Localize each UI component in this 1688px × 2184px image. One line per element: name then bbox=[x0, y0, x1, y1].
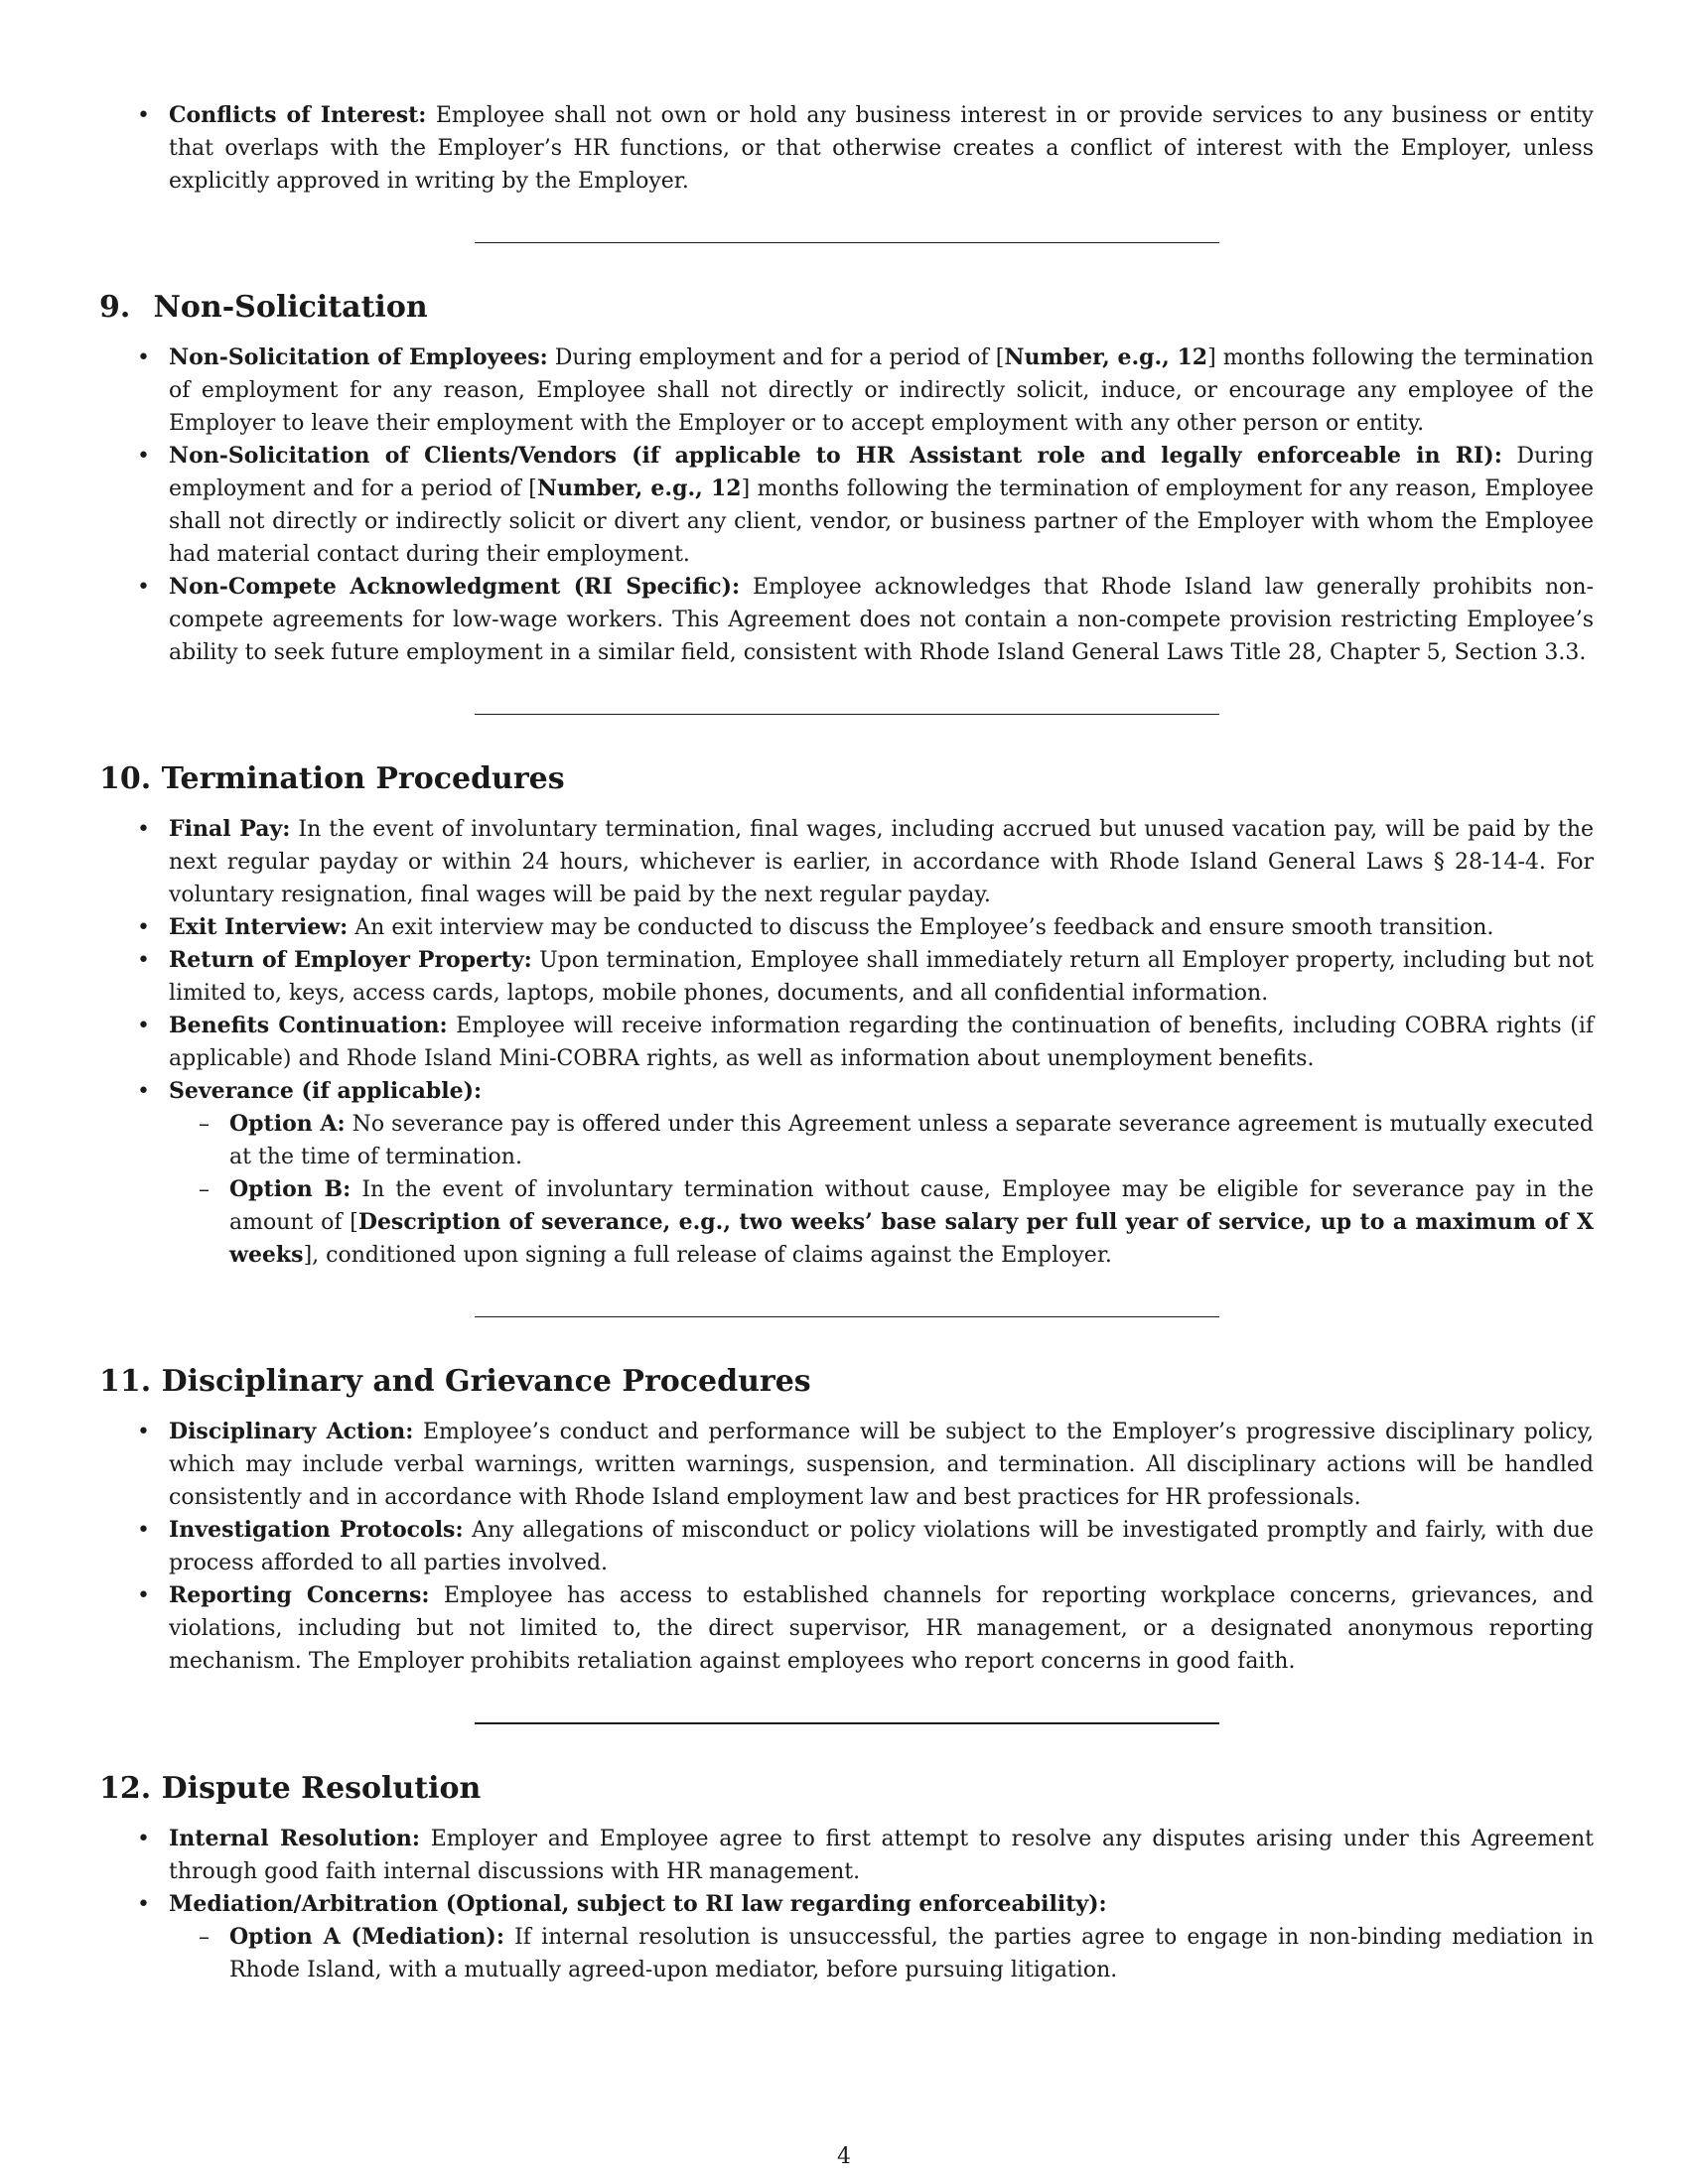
list-item-benefits bbox=[99, 1010, 1594, 1075]
section-9 bbox=[99, 288, 1594, 669]
item-text: No severance pay is offered under this Agreement unless a separate severance agreement is mutually executed at the time of termination. bbox=[229, 1112, 1595, 1169]
item-label: Non-Compete Acknowledgment (RI Specific): bbox=[169, 574, 741, 600]
item-text: Employee shall not own or hold any business interest in or provide services to any business or entity that overlaps with the Employer’s HR functions, or that otherwise creates a conflict of interest with the Employer, unless explicitly approved in writing by the Employer. bbox=[169, 103, 1594, 194]
placeholder-field: Description of severance, e.g., two weeks’ base salary per full year of service, up to a maximum of X weeks bbox=[229, 1209, 1595, 1268]
item-label: Return of Employer Property: bbox=[169, 947, 532, 973]
item-label: Benefits Continuation: bbox=[169, 1013, 448, 1038]
item-text: Employee’s conduct and performance will be subject to the Employer’s progressive disciplinary policy, which may include verbal warnings, written warnings, suspension, and termination. All disciplinary actions will be handled consistently and in accordance with Rhode Island employment law and best practices for HR professionals. bbox=[169, 1420, 1595, 1510]
item-label: Option A (Mediation): bbox=[229, 1924, 504, 1950]
section-heading bbox=[99, 759, 1594, 799]
item-label: Final Pay: bbox=[169, 816, 291, 842]
list-item-internal-resolution bbox=[99, 1823, 1594, 1888]
section-11 bbox=[99, 1362, 1594, 1678]
item-text: If internal resolution is unsuccessful, the parties agree to engage in non-binding mediation in Rhode Island, with a mutually agreed-upon mediator, before pursuing litigation. bbox=[229, 1925, 1594, 1982]
list-item-non-solicitation-clients bbox=[99, 440, 1594, 571]
placeholder-field: Number, e.g., 12 bbox=[1004, 344, 1208, 370]
conflicts-list bbox=[99, 99, 1594, 198]
item-label: Internal Resolution: bbox=[169, 1826, 421, 1851]
item-text: Employee will receive information regarding the continuation of benefits, including COBRA rights (if applicable) and Rhode Island Mini-COBRA rights, as well as information about unemployment benefits. bbox=[169, 1014, 1595, 1071]
item-text: Employee has access to established channels for reporting workplace concerns, grievances, and violations, including but not limited to, the direct supervisor, HR management, or a designated anonymous reporting mechanism. The Employer prohibits retaliation against employees who report concerns in good faith. bbox=[169, 1583, 1594, 1674]
bullet-list bbox=[99, 813, 1594, 1272]
section-heading bbox=[99, 1362, 1594, 1402]
item-text: During employment and for a period of [ bbox=[169, 444, 1594, 501]
section-title: Disciplinary and Grievance Procedures bbox=[161, 1364, 811, 1399]
section-number: 12. bbox=[99, 1771, 152, 1806]
item-text: ] months following the termination of employment for any reason, Employee shall not directly or indirectly solicit, induce, or encourage any employee of the Employer to leave their employment with the Employer or to accept employment with any other person or entity. bbox=[169, 345, 1594, 436]
section-title: Non-Solicitation bbox=[153, 290, 428, 325]
list-item-exit-interview bbox=[99, 911, 1594, 944]
section-title: Dispute Resolution bbox=[161, 1771, 482, 1806]
item-label: Exit Interview: bbox=[169, 914, 349, 940]
sub-list bbox=[169, 1921, 1594, 1986]
item-text: Employer and Employee agree to first attempt to resolve any disputes arising under this Agreement through good faith internal discussions with HR management. bbox=[169, 1827, 1594, 1884]
page-number: 4 bbox=[837, 2144, 851, 2169]
item-label: Mediation/Arbitration (Optional, subject to RI law regarding enforceability): bbox=[169, 1891, 1107, 1917]
section-divider bbox=[475, 1316, 1219, 1317]
list-item-investigation bbox=[99, 1514, 1594, 1579]
item-text: ] months following the termination of employment for any reason, Employee shall not directly or indirectly solicit or divert any client, vendor, or business partner of the Employer with whom the Employee had material contact during their employment. bbox=[169, 477, 1595, 567]
item-label: Disciplinary Action: bbox=[169, 1419, 414, 1444]
section-number: 10. bbox=[99, 761, 152, 796]
item-text: Employee acknowledges that Rhode Island law generally prohibits non-compete agreements for low-wage workers. This Agreement does not contain a non-compete provision restricting Employee’s ability to seek future employment in a similar field, consistent with Rhode Island General Laws Title 28, Chapter 5, Section 3.3. bbox=[169, 575, 1595, 665]
list-item-severance bbox=[99, 1075, 1594, 1272]
bullet-list bbox=[99, 341, 1594, 669]
list-item-conflicts bbox=[99, 99, 1594, 198]
bullet-list bbox=[99, 1823, 1594, 1986]
sub-item-option-a-mediation bbox=[169, 1921, 1594, 1986]
item-label: Investigation Protocols: bbox=[169, 1517, 464, 1543]
section-number: 11. bbox=[99, 1364, 152, 1399]
list-item-return-property bbox=[99, 944, 1594, 1010]
section-12 bbox=[99, 1769, 1594, 1986]
list-item-non-compete bbox=[99, 571, 1594, 669]
list-item-non-solicitation-employees bbox=[99, 341, 1594, 440]
section-title: Termination Procedures bbox=[161, 761, 565, 796]
item-text: In the event of involuntary termination without cause, Employee may be eligible for severance pay in the amount of [ bbox=[229, 1177, 1594, 1235]
list-item-disciplinary-action bbox=[99, 1416, 1594, 1514]
item-label: Conflicts of Interest: bbox=[169, 102, 427, 128]
section-heading bbox=[99, 1769, 1594, 1809]
list-item-mediation bbox=[99, 1888, 1594, 1986]
item-text: During employment and for a period of [ bbox=[554, 345, 1005, 370]
item-label: Non-Solicitation of Clients/Vendors (if applicable to HR Assistant role and legally enforceable in RI): bbox=[169, 443, 1502, 469]
item-label: Option B: bbox=[229, 1176, 352, 1202]
item-label: Severance (if applicable): bbox=[169, 1078, 483, 1104]
sub-item-option-b bbox=[169, 1173, 1594, 1272]
document-page bbox=[99, 99, 1594, 1986]
item-text: Upon termination, Employee shall immediately return all Employer property, including but not limited to, keys, access cards, laptops, mobile phones, documents, and all confidential information. bbox=[169, 948, 1594, 1006]
item-text: In the event of involuntary termination, final wages, including accrued but unused vacation pay, will be paid by the next regular payday or within 24 hours, whichever is earlier, in accordance with Rhode Island General Laws § 28-14-4. For voluntary resignation, final wages will be paid by the next regular payday. bbox=[169, 817, 1595, 907]
item-text: An exit interview may be conducted to discuss the Employee’s feedback and ensure smooth transition. bbox=[354, 915, 1494, 940]
item-label: Option A: bbox=[229, 1111, 346, 1137]
item-label: Non-Solicitation of Employees: bbox=[169, 344, 548, 370]
item-label: Reporting Concerns: bbox=[169, 1582, 430, 1608]
section-divider bbox=[475, 242, 1219, 243]
section-divider bbox=[475, 1722, 1219, 1724]
item-text: ], conditioned upon signing a full release of claims against the Employer. bbox=[303, 1243, 1112, 1268]
bullet-list bbox=[99, 1416, 1594, 1678]
section-heading bbox=[99, 288, 1594, 328]
section-number: 9. bbox=[99, 290, 131, 325]
placeholder-field: Number, e.g., 12 bbox=[536, 476, 742, 501]
list-item-reporting bbox=[99, 1579, 1594, 1678]
sub-item-option-a bbox=[169, 1108, 1594, 1173]
section-divider bbox=[475, 714, 1219, 715]
list-item-final-pay bbox=[99, 813, 1594, 911]
sub-list bbox=[169, 1108, 1594, 1272]
section-10 bbox=[99, 759, 1594, 1272]
item-text: Any allegations of misconduct or policy violations will be investigated promptly and fairly, with due process afforded to all parties involved. bbox=[169, 1518, 1594, 1575]
